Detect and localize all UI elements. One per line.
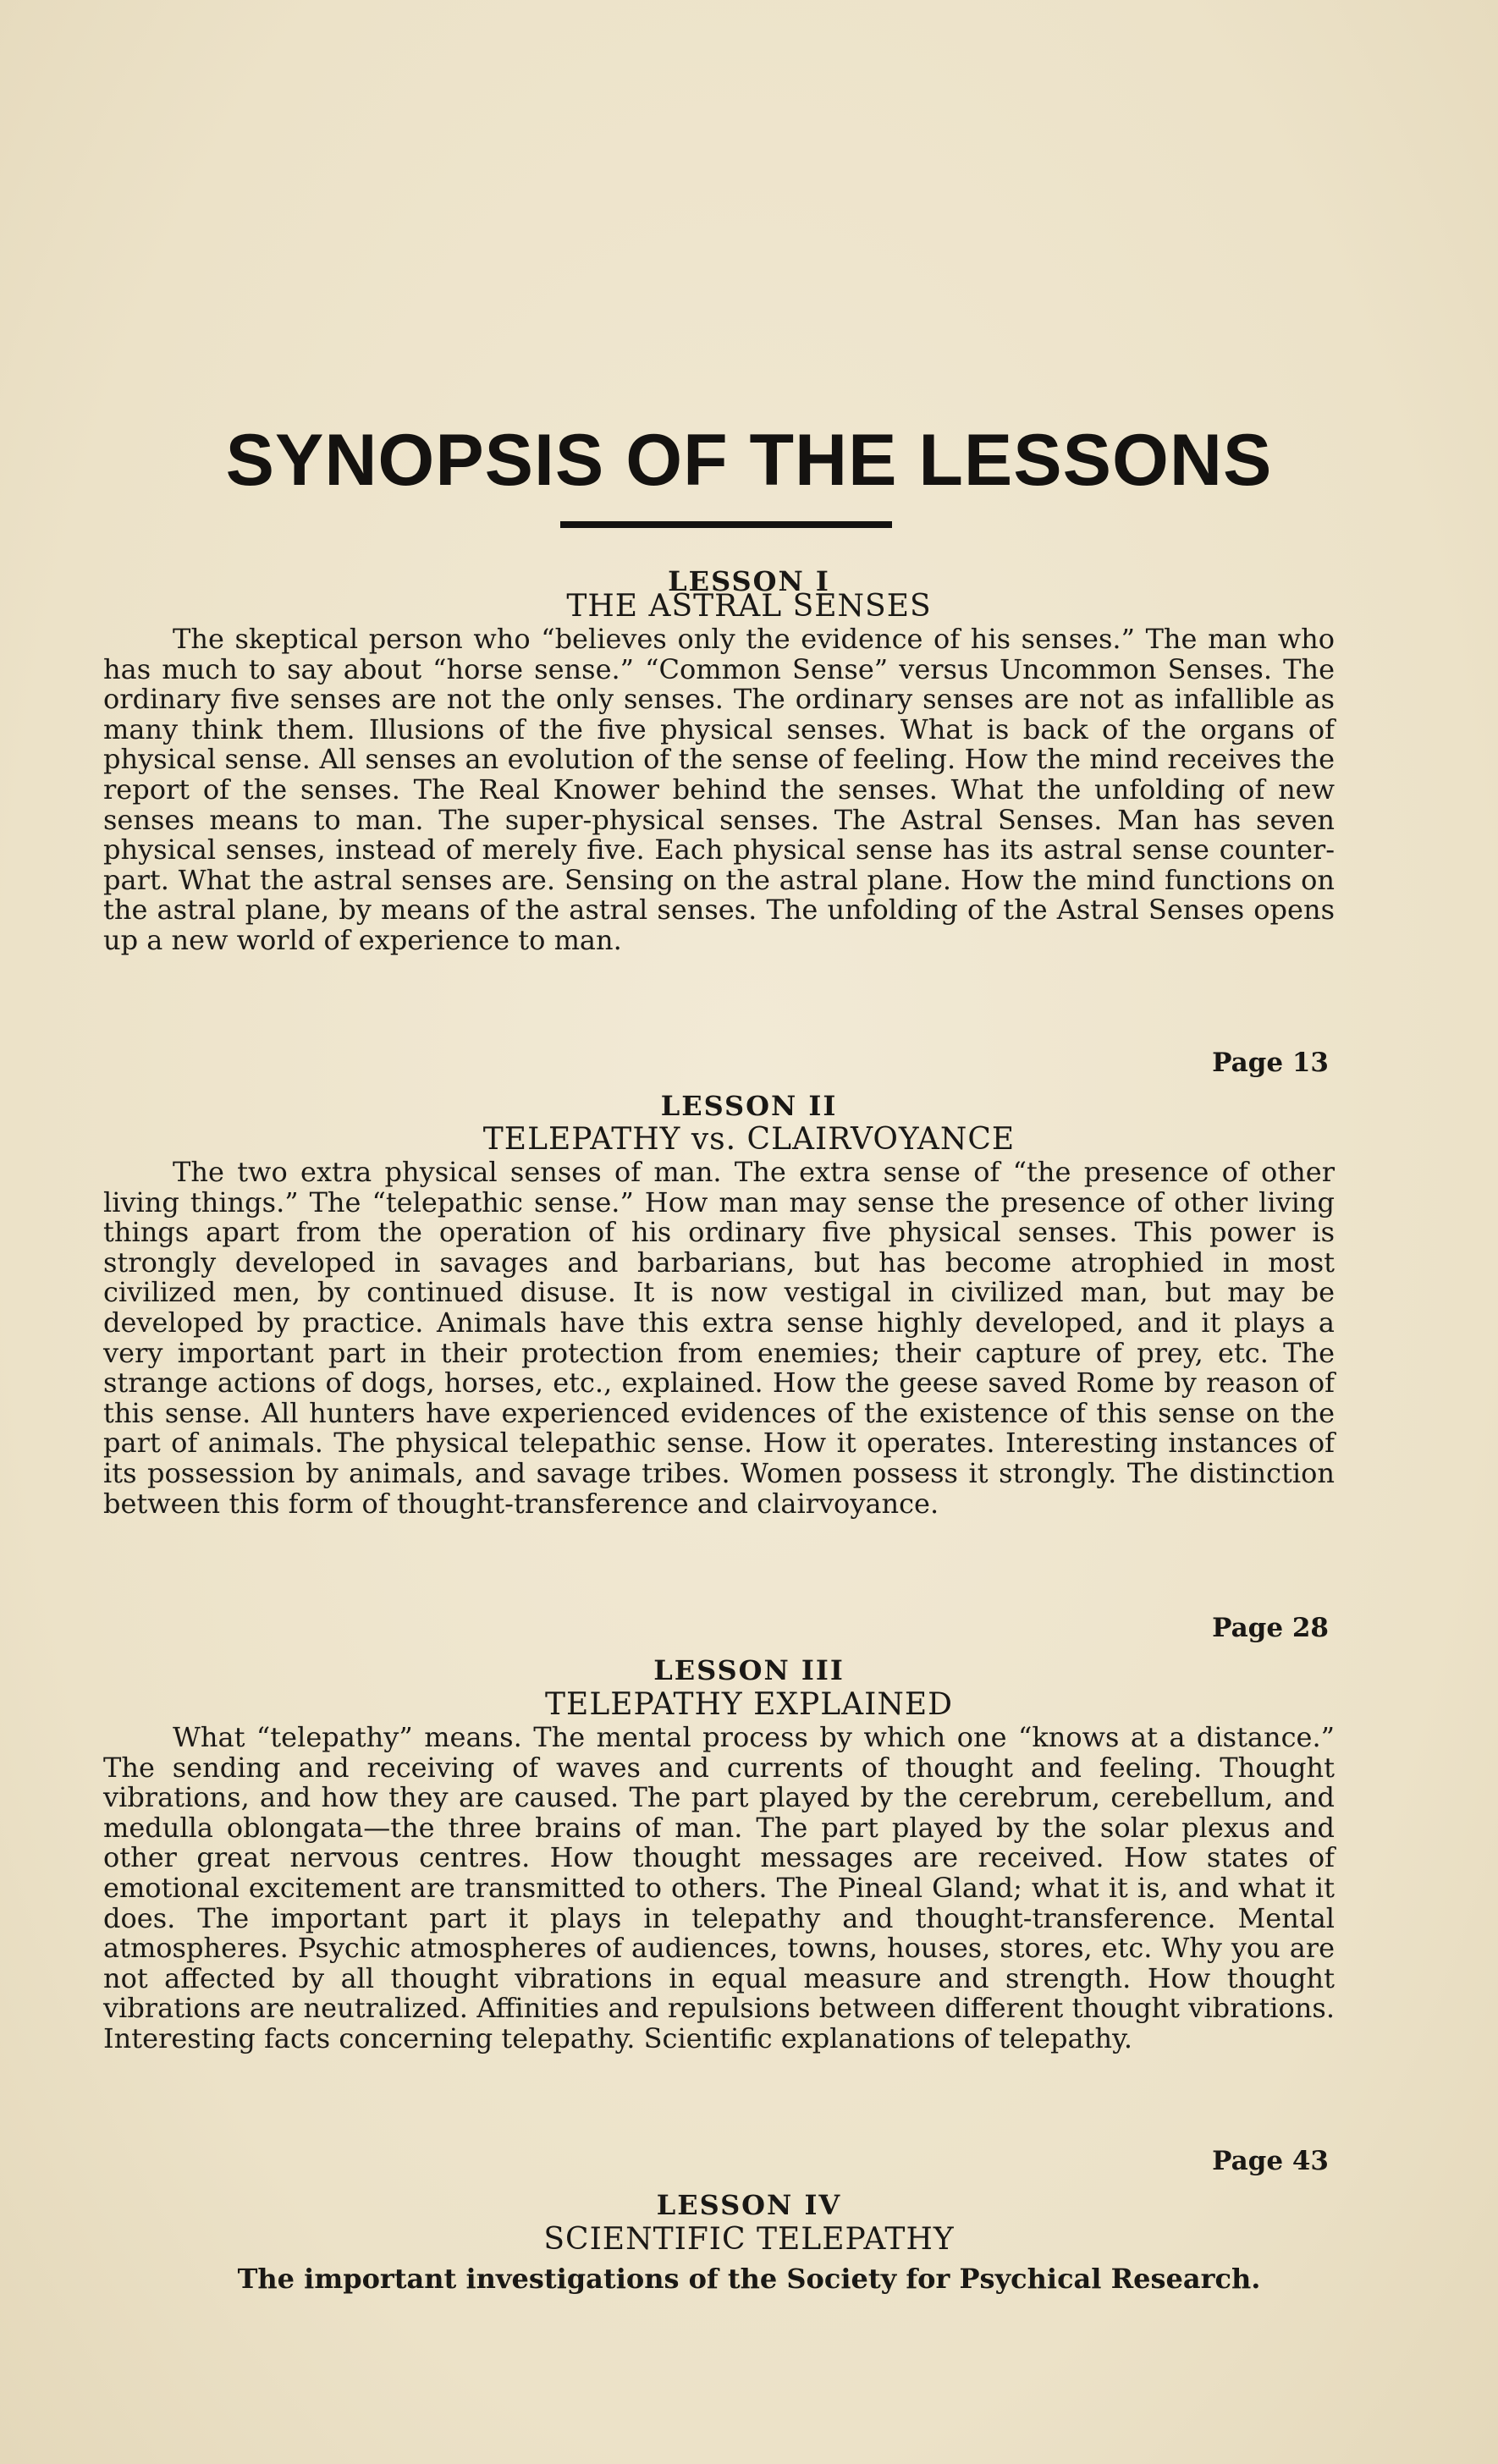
lesson-2-page: Page 28 — [1212, 1613, 1329, 1643]
lesson-2-number: LESSON II — [660, 1090, 838, 1122]
lesson-1-number: LESSON I — [668, 565, 830, 597]
lesson-2-title: TELEPATHY vs. CLAIRVOYANCE — [482, 1122, 1016, 1157]
title-rule — [560, 521, 892, 528]
lesson-3-page: Page 43 — [1212, 2146, 1329, 2176]
lesson-1-text: The skeptical person who “believes only the evidence of his senses.” The man who has much to say about “horse sense.” “Common Sense” versus Uncommon Senses. The ordinary five senses are not the only senses. The ordinary senses are not as infallible as many think them. Illusions of the five physical senses. What is back of the organs of physical sense. All senses an evolution of the sense of feeling. How the mind receives the report of the senses. The Real Knower behind the senses. What the unfolding of new senses means to man. The super-physical senses. The Astral Senses. Man has seven physical senses, instead of merely five. Each physical sense has its astral sense counter-part. What the astral senses are. Sensing on the astral plane. How the mind functions on the astral plane, by means of the astral senses. The unfolding of the Astral Senses opens up a new world of experience to man. — [103, 623, 1335, 956]
lesson-4-title: SCIENTIFIC TELEPATHY — [543, 2222, 955, 2257]
lesson-4-number: LESSON IV — [656, 2189, 842, 2221]
lesson-2-text: The two extra physical senses of man. The extra sense of “the presence of other living things.” The “telepathic sense.” How man may sense the presence of other living things apart from the operation of his ordinary five physical senses. This power is strongly developed in savages and barbarians, but has become atrophied in most civilized men, by continued disuse. It is now vestigal in civilized man, but may be developed by practice. Animals have this extra sense highly developed, and it plays a very important part in their protection from enemies; their capture of prey, etc. The strange actions of dogs, horses, etc., explained. How the geese saved Rome by reason of this sense. All hunters have experienced evidences of the existence of this sense on the part of animals. The physical telepathic sense. How it operates. Interesting instances of its possession by animals, and savage tribes. Women possess it strongly. The distinction between this form of thought-transference and clairvoyance. — [103, 1156, 1335, 1520]
lesson-3-number: LESSON III — [653, 1654, 845, 1686]
lesson-1-page: Page 13 — [1212, 1048, 1329, 1078]
lesson-3-text: What “telepathy” means. The mental process by which one “knows at a distance.” The sending and receiving of waves and currents of thought and feeling. Thought vibrations, and how they are caused. The part played by the cerebrum, cerebellum, and medulla oblongata—the three brains of man. The part played by the solar plexus and other great nervous centres. How thought messages are received. How states of emotional excitement are transmitted to others. The Pineal Gland; what it is, and what it does. The important part it plays in telepathy and thought-transference. Mental atmospheres. Psychic atmospheres of audiences, towns, houses, stores, etc. Why you are not affected by all thought vibrations in equal measure and strength. How thought vibrations are neutralized. Affinities and repulsions between different thought vibrations. Interesting facts concerning telepathy. Scientific explanations of telepathy. — [103, 1721, 1335, 2054]
lesson-1-title: THE ASTRAL SENSES — [566, 589, 932, 624]
lesson-4-text: The important investigations of the Society for Psychical Research. — [237, 2263, 1261, 2295]
lesson-3-title: TELEPATHY EXPLAINED — [545, 1687, 953, 1722]
page-title: SYNOPSIS OF THE LESSONS — [225, 420, 1273, 501]
